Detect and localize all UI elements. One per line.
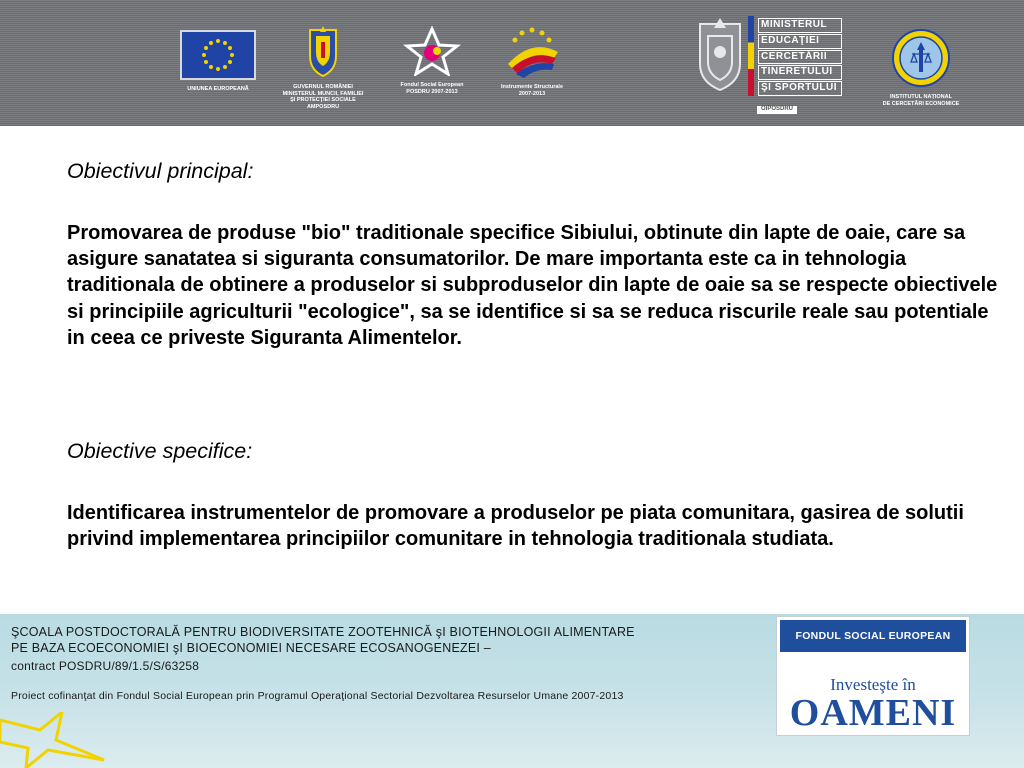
instrumente-structurale-icon — [500, 24, 564, 78]
specific-objectives-heading: Obiective specifice: — [67, 439, 253, 463]
footer-cofinancing-note: Proiect cofinanţat din Fondul Social European prin Programul Operaţional Sectorial Dezvoltarea Resurselor Umane 2007-2013 — [11, 690, 624, 702]
eu-logo — [180, 30, 256, 93]
fse-box-big-text: OAMENI — [789, 692, 957, 734]
fse-box-subtitle: Investeşte în — [830, 675, 916, 694]
incde-emblem-icon — [890, 28, 952, 88]
decorative-star-icon — [0, 712, 110, 768]
ministry-name: MINISTERUL EDUCAŢIEI CERCETĂRII TINERETULUI ŞI SPORTULUI — [758, 18, 842, 97]
eu-caption: UNIUNEA EUROPEANĂ — [187, 86, 249, 92]
main-objective-heading: Obiectivul principal: — [67, 159, 254, 183]
fse-caption: Fondul Social European POSDRU 2007-2013 — [400, 82, 464, 95]
is-logo — [490, 24, 574, 97]
romania-coat-of-arms-icon — [306, 22, 340, 78]
incde-logo — [862, 28, 980, 107]
fse-invest-box — [776, 616, 970, 736]
fse-logo — [394, 26, 470, 95]
header-logo-band — [0, 0, 1024, 126]
guvern-logo — [278, 22, 368, 110]
eu-flag-icon — [180, 30, 256, 80]
fse-star-icon — [402, 26, 462, 76]
incde-caption: INSTITUTUL NAȚIONAL DE CERCETĂRI ECONOMICE — [882, 94, 960, 107]
footer-contract-number: contract POSDRU/89/1.5/S/63258 — [11, 659, 200, 673]
ministry-flag-bar — [748, 16, 754, 96]
ministry-crest-icon — [694, 14, 746, 94]
is-caption: Instrumente Structurale 2007-2013 — [500, 84, 564, 97]
specific-objectives-text: Identificarea instrumentelor de promovare a produselor pe piata comunitara, gasirea de solutii privind implementarea principiilor comunitare in tehnologia traditionala studiata. — [67, 502, 964, 551]
footer-school-title-line1: ŞCOALA POSTDOCTORALĂ PENTRU BIODIVERSITATE ZOOTEHNICĂ şI BIOTEHNOLOGII ALIMENTARE — [11, 625, 635, 639]
footer-school-title-line2: PE BAZA ECOECONOMIEI şI BIOECONOMIEI NECESARE ECOSANOGENEZEI – — [11, 641, 491, 655]
ministry-small-label: OIPOSDRU — [757, 106, 797, 114]
guvern-caption: GUVERNUL ROMÂNIEI MINISTERUL MUNCII, FAMILIEI ŞI PROTECŢIEI SOCIALE AMPOSDRU — [282, 84, 364, 110]
main-objective-text: Promovarea de produse "bio" traditionale specifice Sibiului, obtinute din lapte de oaie, care sa asigure sanatatea si siguranta consumatorilor. De mare importanta este ca in tehnologia traditionala de obtinere a produselor si subproduselor din lapte de oaie sa se respecte obiectivele si principiile agriculturii "ecologice", sa se identifice si sa se reduca riscurile reale sau potentiale in ceea ce priveste Siguranta Alimentelor. — [67, 222, 998, 349]
fse-box-title: FONDUL SOCIAL EUROPEAN — [780, 620, 966, 652]
